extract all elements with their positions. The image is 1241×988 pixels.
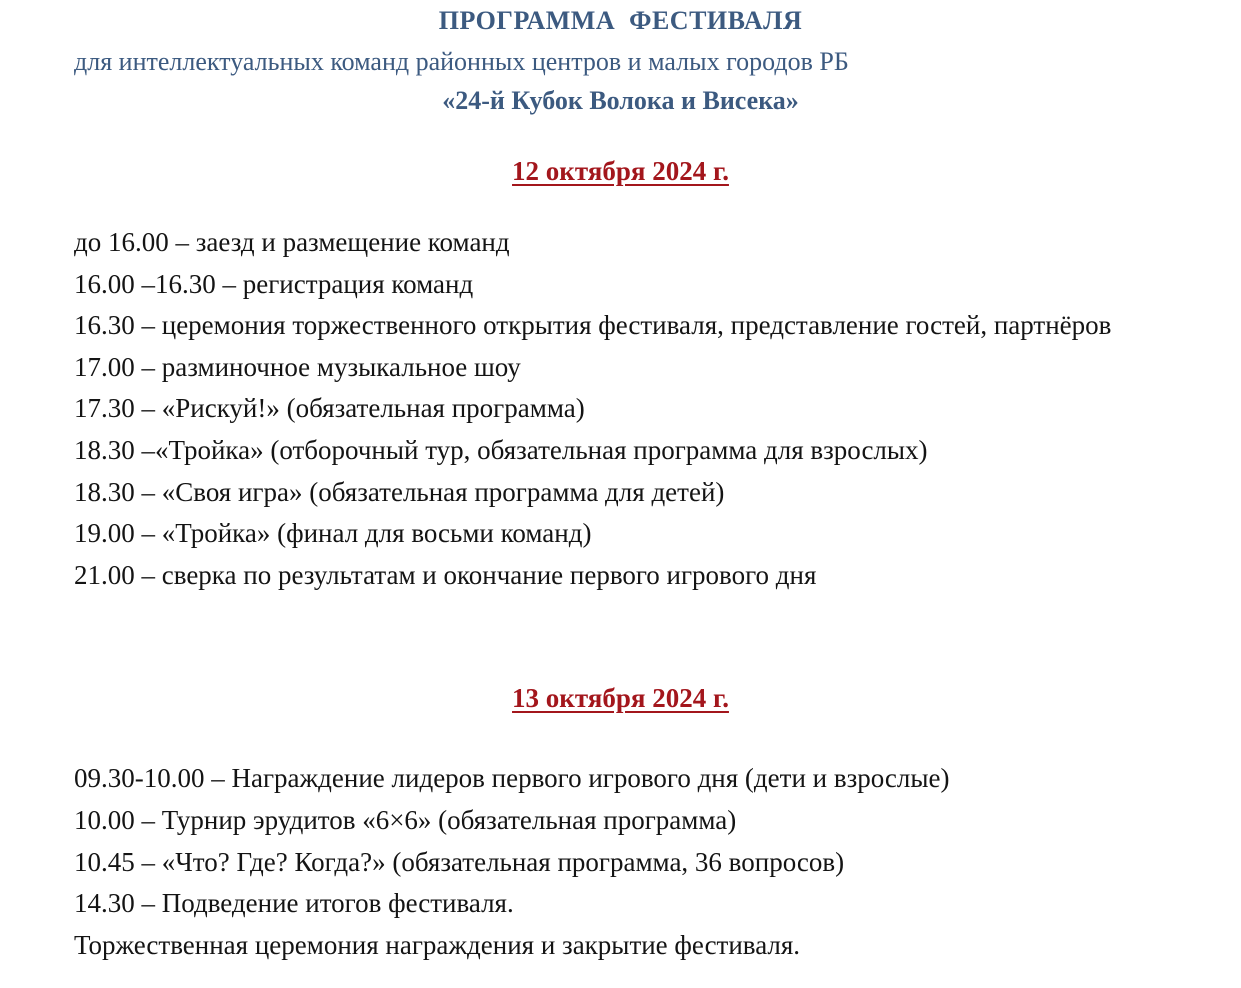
schedule-item: Торжественная церемония награждения и закрытие фестиваля. [74, 930, 801, 961]
program-subtitle: для интеллектуальных команд районных центров и малых городов РБ [74, 47, 849, 76]
cup-name: «24-й Кубок Волока и Висека» [442, 86, 799, 115]
schedule-item: 17.30 – «Рискуй!» (обязательная программа) [74, 393, 585, 424]
schedule-item: 21.00 – сверка по результатам и окончание первого игрового дня [74, 559, 817, 590]
schedule-item: 18.30 –«Тройка» (отборочный тур, обязательная программа для взрослых) [74, 434, 928, 465]
program-title: ПРОГРАММА ФЕСТИВАЛЯ [438, 6, 803, 35]
schedule-item: 09.30-10.00 – Награждение лидеров первого игрового дня (дети и взрослые) [74, 763, 950, 793]
day-2-schedule [74, 758, 1164, 967]
schedule-item: 17.00 – разминочное музыкальное шоу [74, 351, 521, 382]
schedule-item: 16.30 – церемония торжественного открытия фестиваля, представление гостей, партнёров [74, 310, 1112, 341]
schedule-item: 10.00 – Турнир эрудитов «6×6» (обязательная программа) [74, 804, 737, 835]
schedule-item: 14.30 – Подведение итогов фестиваля. [74, 888, 514, 919]
schedule-item: 16.00 –16.30 – регистрация команд [74, 268, 474, 299]
schedule-item: 10.45 – «Что? Где? Когда?» (обязательная программа, 36 вопросов) [74, 846, 845, 877]
day-2-date: 13 октября 2024 г. [512, 683, 729, 713]
day-1-date: 12 октября 2024 г. [512, 156, 729, 186]
schedule-item: 18.30 – «Своя игра» (обязательная программа для детей) [74, 476, 725, 507]
schedule-item: до 16.00 – заезд и размещение команд [74, 227, 510, 257]
schedule-item: 19.00 – «Тройка» (финал для восьми команд) [74, 518, 592, 549]
day-1-schedule [74, 222, 1164, 596]
